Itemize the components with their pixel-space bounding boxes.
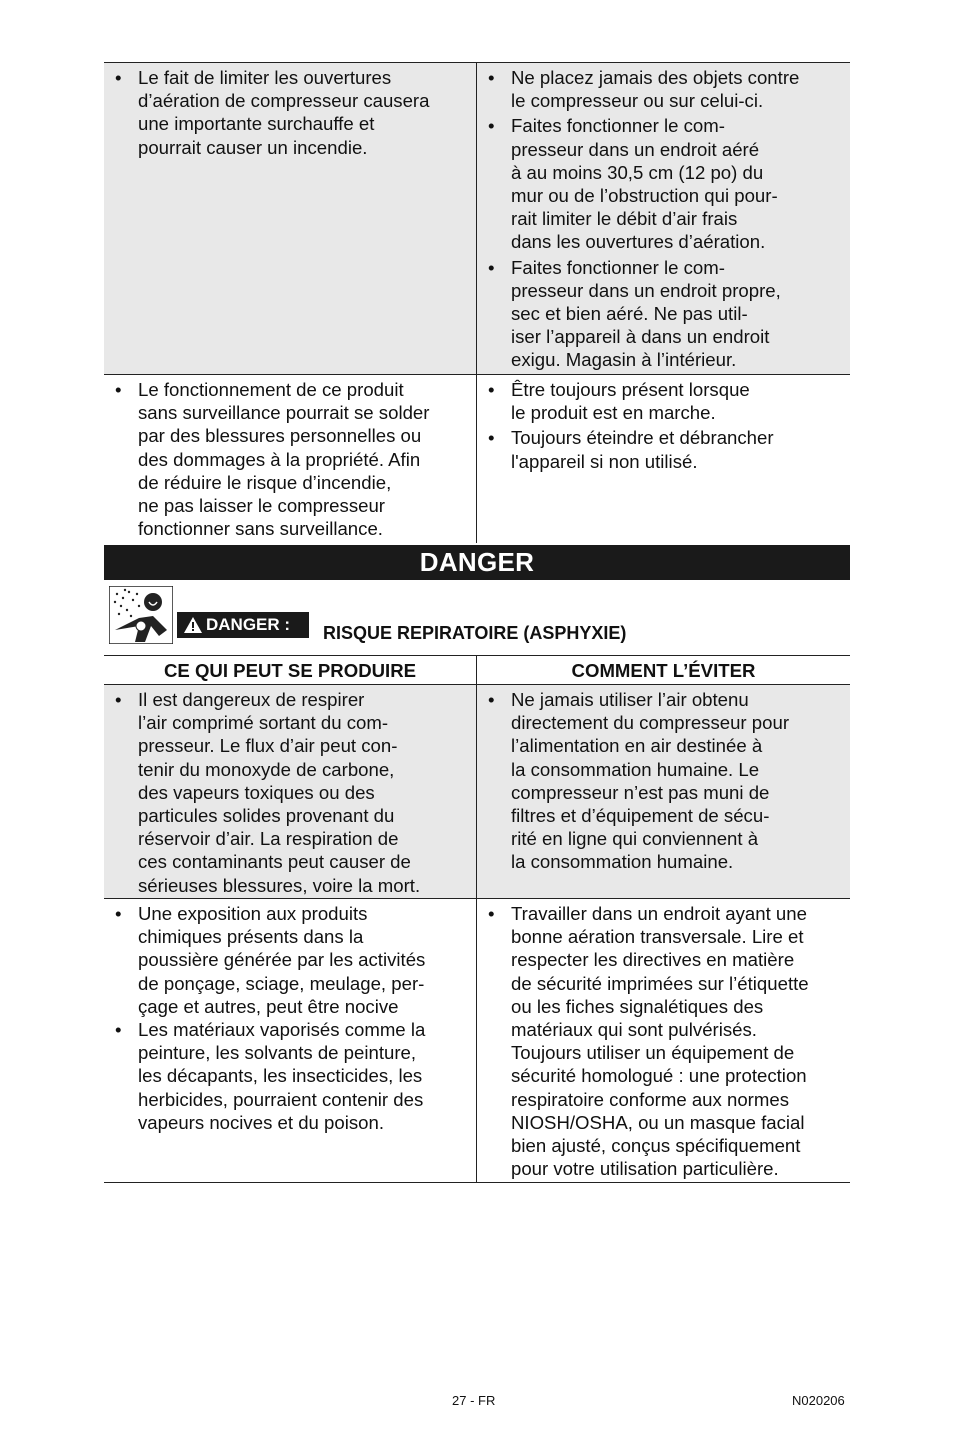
list-item: • Le fait de limiter les ouvertures d’aération de compresseur causera une importante surchauffe et pourrait causer un incendie.: [110, 66, 470, 159]
table-cell-risk: [104, 375, 477, 543]
list-item: • Travailler dans un endroit ayant une bonne aération transversale. Lire et respecter les directives en matière de sécurité imprimées sur l’étiquette ou les fiches signalétiques des matériaux qui sont pulvérisés. Toujours utiliser un équipement de sécurité homologué : une protection respiratoire conforme aux normes NIOSH/OSHA, ou un masque facial bien ajusté, conçus spécifiquement pour votre utilisation particulière.: [483, 902, 844, 1180]
hazard-title: RISQUE REPIRATOIRE (ASPHYXIE): [323, 623, 627, 643]
table-row: [104, 375, 850, 543]
table-cell-prevention: [477, 375, 850, 543]
list-item: • Toujours éteindre et débrancher l'appareil si non utilisé.: [483, 426, 844, 472]
page-number: 27 - FR: [452, 1393, 496, 1408]
list-item: • Une exposition aux produits chimiques présents dans la poussière générée par les activités de ponçage, sciage, meulage, per- çage et autres, peut être nocive: [110, 902, 470, 1018]
table-row: [104, 899, 850, 1183]
table-row: [104, 63, 850, 375]
respiratory-hazard-icon: [109, 586, 173, 644]
table-cell-prevention: [477, 685, 850, 898]
list-item: • Faites fonctionner le com- presseur dans un endroit propre, sec et bien aéré. Ne pas util- iser l’appareil à dans un endroit exigu. Magasin à l’intérieur.: [483, 256, 844, 372]
danger-badge-label: DANGER :: [206, 615, 291, 634]
hazard-table-top: [104, 62, 850, 543]
list-item: • Être toujours présent lorsque le produit est en marche.: [483, 378, 844, 424]
table-cell-prevention: [477, 63, 850, 374]
column-header-prevention: COMMENT L’ÉVITER: [571, 660, 756, 681]
list-item: • Faites fonctionner le com- presseur dans un endroit aéré à au moins 30,5 cm (12 po) du mur ou de l’obstruction qui pour- rait limiter le débit d’air frais dans les ouvertures d’aération.: [483, 114, 844, 253]
table-row: [104, 685, 850, 899]
list-item: • Il est dangereux de respirer l’air comprimé sortant du com- presseur. Le flux d’air peut con- tenir du monoxyde de carbone, des vapeurs toxiques ou des particules solides provenant du réservoir d’air. La respiration de ces contaminants peut causer de sérieuses blessures, voire la mort.: [110, 688, 470, 897]
danger-badge: [177, 612, 309, 638]
table-cell-risk: [104, 63, 477, 374]
list-item: • Ne placez jamais des objets contre le compresseur ou sur celui-ci.: [483, 66, 844, 112]
warning-triangle-icon: [183, 616, 203, 634]
table-header-row: [104, 656, 850, 685]
danger-section-header: DANGER: [104, 545, 850, 580]
hazard-heading: [104, 586, 850, 646]
table-cell-risk: [104, 899, 477, 1182]
table-cell-prevention: [477, 899, 850, 1182]
column-header-risk: CE QUI PEUT SE PRODUIRE: [104, 656, 477, 684]
document-code: N020206: [792, 1393, 845, 1408]
table-cell-risk: [104, 685, 477, 898]
list-item: • Le fonctionnement de ce produit sans surveillance pourrait se solder par des blessures personnelles ou des dommages à la propriété. Afin de réduire le risque d’incendie, ne pas laisser le compresseur fonctionner sans surveillance.: [110, 378, 470, 540]
list-item: • Ne jamais utiliser l’air obtenu directement du compresseur pour l’alimentation en air destinée à la consommation humaine. Le compresseur n’est pas muni de filtres et d’équipement de sécu- rité en ligne qui conviennent à la consommation humaine.: [483, 688, 844, 874]
list-item: • Les matériaux vaporisés comme la peinture, les solvants de peinture, les décapants, les insecticides, les herbicides, pourraient contenir des vapeurs nocives et du poison.: [110, 1018, 470, 1134]
hazard-table-respiratory: [104, 655, 850, 1183]
